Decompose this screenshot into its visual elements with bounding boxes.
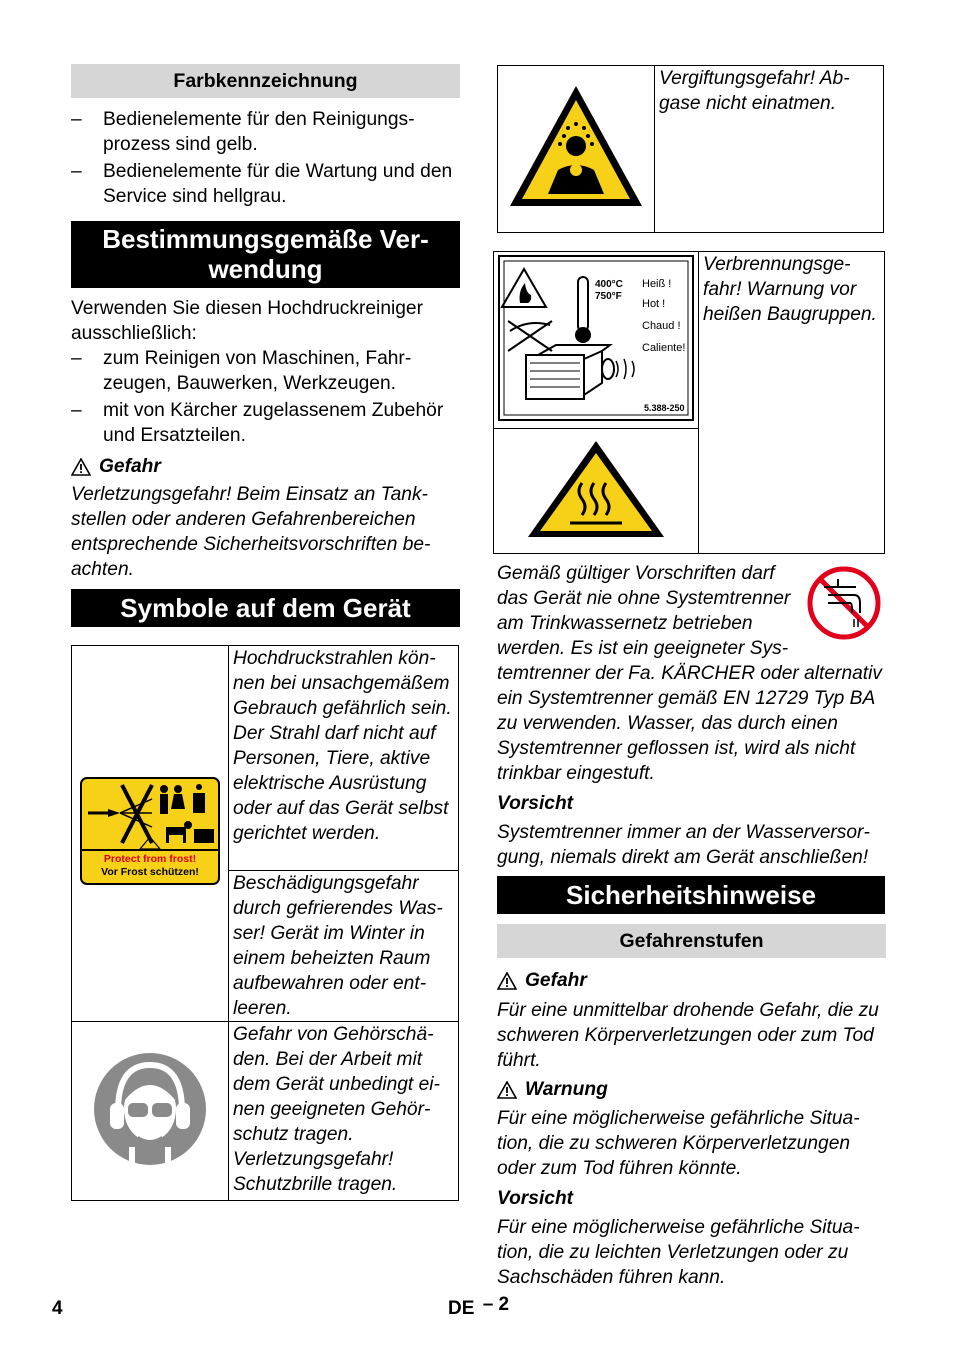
warnung-label: Warnung (525, 1079, 608, 1100)
gefahr-heading-right (497, 968, 886, 993)
sticker-text-de: Vor Frost schützen! (101, 866, 199, 878)
hot-surface-label-icon (498, 255, 694, 421)
table-row (72, 1022, 459, 1201)
table-row (498, 66, 884, 233)
table-row (72, 646, 459, 871)
gefahr-text: Für eine unmittelbar drohende Gefahr, die zu schweren Körperverletzungen oder zum Tod führt. (497, 1000, 879, 1071)
symbol-table (71, 645, 459, 1201)
vorsicht1-label: Vorsicht (497, 793, 574, 814)
warnung-heading (497, 1077, 886, 1102)
section-sicherheit-title: Sicherheitshinweise (497, 876, 885, 914)
high-pressure-jet-warning-icon (80, 777, 220, 885)
symbol-cell-hot-label (494, 252, 699, 429)
no-drinking-water-connection-icon (806, 565, 882, 641)
symbol-text-vergiftung: Vergiftungsgefahr! Abgase nicht einatmen. (655, 66, 884, 233)
list-item: – mit von Kärcher zugelassenem Zubehör und Ersatzteilen. (71, 398, 460, 448)
symbol-table-vergiftung (497, 65, 884, 233)
symbol-cell-gehoer (72, 1022, 229, 1201)
table-row (494, 252, 885, 429)
vorsicht1-text: Systemtrenner immer an der Wasserversorgung, niemals direkt am Gerät anschließen! (497, 822, 870, 868)
gefahr-text: Verletzungsgefahr! Beim Einsatz an Tankstellen oder anderen Gefahrenbereichen entsprechende Sicherheitsvorschriften beachten. (71, 484, 431, 580)
list-item: – Bedienelemente für die Wartung und den Service sind hellgrau. (71, 159, 460, 209)
left-column (71, 64, 460, 1201)
page-number: 4 (52, 1298, 63, 1319)
label-code: 5.388-250 (644, 402, 685, 413)
symbol-table-verbrennung (493, 251, 885, 554)
warning-triangle-icon (497, 972, 517, 990)
warnung-text: Für eine möglicherweise gefährliche Situation, die zu schweren Körperverletzungen oder zum Tod führen könnte. (497, 1108, 860, 1179)
ear-and-eye-protection-icon (92, 1051, 208, 1167)
section-farbkennzeichnung-title: Farbkennzeichnung (71, 64, 460, 98)
hot-word: Heiß ! (642, 277, 672, 290)
gefahr-heading (71, 454, 460, 479)
symbol-text-hochdruck: Hochdruckstrahlen können bei unsachgemäßem Gebrauch gefährlich sein. Der Strahl darf nicht auf Personen, Tiere, aktive elektrische Ausrüstung oder auf das Gerät selbst gerichtet werden. (229, 646, 459, 871)
bestimmung-list (71, 346, 460, 448)
section-bestimmung-title: Bestimmungsgemäße Verwendung (71, 221, 460, 288)
sticker-text-en: Protect from frost! (103, 853, 197, 865)
trinkwasser-text: Gemäß gültiger Vorschriften darf das Gerät nie ohne Systemtrenner am Trinkwassernetz betrieben werden. Es ist ein geeigneter Systemtrenner der Fa. KÄRCHER oder alternativ ein Systemtrenner gemäß EN 12729 Typ BA zu verwenden. Wasser, das durch einen Systemtrenner geflossen ist, wird als nicht trinkbar eingestuft. (497, 563, 882, 784)
right-column (497, 65, 886, 1290)
gefahr-label: Gefahr (99, 456, 161, 477)
symbol-text-frost: Beschädigungsgefahr durch gefrierendes Wasser! Gerät im Winter in einem beheizten Raum aufbewahren oder entleeren. (229, 871, 459, 1022)
toxic-fumes-warning-icon (506, 82, 646, 212)
hot-word: Chaud ! (642, 319, 681, 332)
warning-triangle-icon (497, 1081, 517, 1099)
warning-triangle-icon (71, 458, 91, 476)
trinkwasser-block (497, 561, 886, 786)
list-item: – Bedienelemente für den Reinigungsprozess sind gelb. (71, 107, 460, 157)
section-symbole-title: Symbole auf dem Gerät (71, 589, 460, 627)
symbol-text-gehoer: Gefahr von Gehörschäden. Bei der Arbeit mit dem Gerät unbedingt einen geeigneten Gehörschutz tragen. Verletzungsgefahr! Schutzbrille tragen. (229, 1022, 459, 1201)
hot-word: Caliente! (642, 341, 686, 354)
footer-lang-code: DE (448, 1298, 475, 1319)
farb-list (71, 107, 460, 209)
list-item: – zum Reinigen von Maschinen, Fahrzeugen, Bauwerken, Werkzeugen. (71, 346, 460, 396)
temp-celsius: 400°C (595, 278, 623, 290)
symbol-cell-hochdruck (72, 646, 229, 1022)
symbol-cell-vergiftung (498, 66, 655, 233)
footer-lang (448, 1294, 510, 1320)
temp-fahrenheit: 750°F (595, 290, 622, 302)
bestimmung-intro: Verwenden Sie diesen Hochdruckreiniger ausschließlich: (71, 298, 423, 344)
footer-sub-page: – 2 (482, 1294, 510, 1315)
vorsicht2-label: Vorsicht (497, 1188, 574, 1209)
hot-word: Hot ! (642, 297, 666, 310)
hot-surface-warning-icon (526, 439, 666, 539)
symbol-cell-hot-surface (494, 429, 699, 554)
section-gefahrenstufen-title: Gefahrenstufen (497, 924, 886, 958)
gefahr-label: Gefahr (525, 970, 587, 991)
symbol-text-verbrennung: Verbrennungsgefahr! Warnung vor heißen Baugruppen. (699, 252, 885, 554)
vorsicht2-text: Für eine möglicherweise gefährliche Situation, die zu leichten Verletzungen oder zu Sachschäden führen kann. (497, 1217, 860, 1288)
